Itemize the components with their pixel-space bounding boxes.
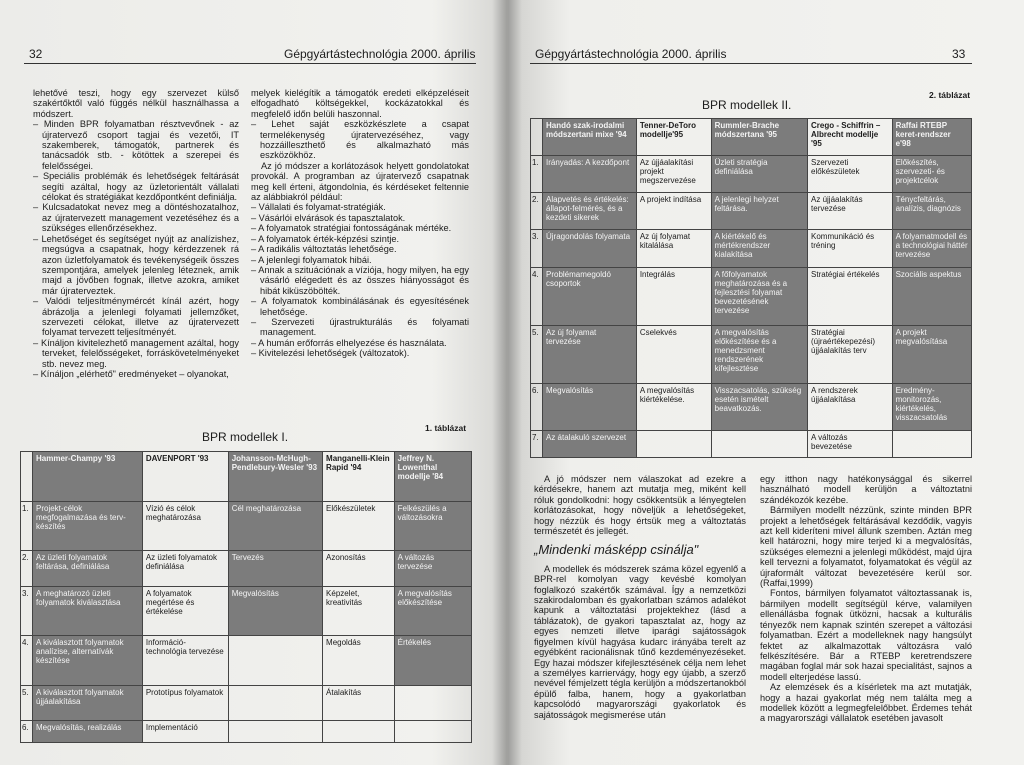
row-number: 5.	[531, 325, 543, 383]
table-row	[531, 156, 972, 193]
table-cell: Azonosítás	[323, 551, 395, 587]
list-item: – Vásárlói elvárások és tapasztalatok.	[251, 212, 406, 223]
paragraph: melyek kielégítik a támogatók eredeti elképzeléseit elfogadható költségekkel, kockázatokkal és megfelelő időn belüli haszonnal.	[251, 88, 469, 119]
list-item: – Minden BPR folyamatban résztvevőnek - az újratervező csoport tagjai és vezetői, IT szakemberek, támogatók, partnerek és tanácsadók stb. - kötöttek a szerepei és felelősségei.	[33, 119, 239, 171]
table-header-row	[531, 119, 972, 156]
table-row	[21, 721, 472, 743]
bpr-models-table-2	[530, 118, 972, 458]
table-cell: Cél meghatározása	[228, 501, 322, 551]
table-cell	[394, 721, 471, 743]
table-cell: Megoldás	[323, 636, 395, 686]
row-number-header	[531, 119, 543, 156]
table-cell: Előkészületek	[323, 501, 395, 551]
column-header: Jeffrey N. Lowenthal modellje '84	[394, 452, 471, 502]
table-cell: Integrálás	[636, 267, 711, 325]
table-row	[531, 193, 972, 230]
list-item: – Lehetőséget és segítséget nyújt az analízishez, megsúgva a csapatnak, hogy kérdezzenek rá azon üzletfolyamatok és tevékenységeik összes szempontjára, amelyek jelenleg léteznek, amik majd a jövőben fognak, illetve azokra, amiket már újraterveztek.	[33, 233, 239, 296]
table-cell: Előkészítés, szervezeti- és projektcélok	[892, 156, 971, 193]
table-cell: Tervezés	[228, 551, 322, 587]
right-text-column-1	[534, 474, 746, 720]
list-item: – A folyamatok stratégiai fontosságának mértéke.	[251, 223, 452, 234]
table-row	[21, 685, 472, 721]
table-cell: A projekt megvalósítása	[892, 325, 971, 383]
table-2-title: BPR modellek II.	[702, 98, 792, 112]
table-cell: Visszacsatolás, szükség esetén ismételt beavatkozás.	[711, 383, 807, 431]
list-item: – A folyamatok érték-képzési szintje.	[251, 233, 400, 244]
right-running-head: Gépgyártástechnológia 2000. április	[535, 47, 727, 61]
table-cell: Az üzleti folyamatok feltárása, definiálása	[33, 551, 143, 587]
table-cell: Az új folyamat kitalálása	[636, 230, 711, 267]
list-item: – Kínáljon „elérhető" eredményeket – olyanokat,	[33, 368, 229, 379]
right-page-number: 33	[952, 47, 966, 61]
section-heading: „Mindenki másképp csinálja"	[534, 542, 699, 558]
table-cell: A projekt indítása	[636, 193, 711, 230]
bpr-models-table-1	[20, 451, 472, 743]
table-row	[21, 501, 472, 551]
table-cell: Stratégiai (újraértékepezési) újjáalakítás terv	[808, 325, 893, 383]
paragraph: Fontos, bármilyen folyamatot változtassanak is, bármilyen modellt segítségül kérve, valamilyen ellenállásba fognak ütközni, hacsak a kulturális tényezők nem kapnak szintén szerepet a változási folyamatban. Ezért a modelleknek nagy hangsúlyt fektet az alkalmazottak változásra való felkészítésére. Bár a RTEBP keretrendszere magában foglal már sok hazai specialitást, sajnos a modell elterjedése lassú.	[760, 588, 972, 682]
table-cell: Az átalakuló szervezet	[543, 431, 637, 458]
table-cell: Projekt-célok megfogalmazása és tervkészítés	[33, 501, 143, 551]
row-number-header	[21, 452, 33, 502]
table-cell: A változás bevezetése	[808, 431, 893, 458]
row-number: 3.	[531, 230, 543, 267]
table-cell: Képzelet, kreativitás	[323, 586, 395, 636]
row-number: 6.	[531, 383, 543, 431]
table-cell: Felkészülés a változásokra	[394, 501, 471, 551]
list-item: – Szervezeti újrastrukturálás és folyamati management.	[251, 316, 469, 338]
table-cell: A főfolyamatok meghatározása és a fejlesztési folyamat bevezetésének tervezése	[711, 267, 807, 325]
table-cell: A folyamatmodell és a technológiai háttér tervezése	[892, 230, 971, 267]
table-cell: Eredmény-monitorozás, kiértékelés, visszacsatolás	[892, 383, 971, 431]
list-item: – Annak a szituációnak a víziója, hogy milyen, ha egy vásárló elégedett és az összes hiányosságot és hibát kiküszöbölték.	[251, 264, 469, 296]
table-cell: Megvalósítás	[543, 383, 637, 431]
column-header: Handó szak-irodalmi módszertani mixe '94	[543, 119, 637, 156]
left-running-head: Gépgyártástechnológia 2000. április	[284, 47, 476, 61]
table-header-row	[21, 452, 472, 502]
table-cell: Vízió és célok meghatározása	[142, 501, 228, 551]
row-number: 3.	[21, 586, 33, 636]
table-cell: Az új folyamat tervezése	[543, 325, 637, 383]
row-number: 1.	[21, 501, 33, 551]
table-row	[531, 383, 972, 431]
table-cell: Információ-technológia tervezése	[142, 636, 228, 686]
table-row	[21, 636, 472, 686]
row-number: 4.	[531, 267, 543, 325]
table-cell: A kiértékelő és mértékrendszer kialakítása	[711, 230, 807, 267]
right-header-rule	[530, 63, 972, 64]
right-text-column-2	[760, 474, 972, 724]
column-header: Rummler-Brache módszertana '95	[711, 119, 807, 156]
paragraph: Bármilyen modellt nézzünk, szinte minden BPR projekt a lehetőségek feltárásával kezdődik, vagyis azt kell kideríteni mivel állunk szemben. Aztán meg kell határozni, hogy mire terjed ki a megvalósítás, szükséges elemezni a jelenlegi működést, majd újra kell tervezni a folyamatot, folyamatokat és végül az újraformált változat bevezetésére kerül sor. (Raffai,1999)	[760, 505, 972, 589]
table-cell	[323, 721, 395, 743]
row-number: 5.	[21, 685, 33, 721]
table-cell: Az újjáalakítás tervezése	[808, 193, 893, 230]
list-item: – A folyamatok kombinálásának és egyesítésének lehetősége.	[251, 296, 469, 317]
paragraph: lehetővé teszi, hogy egy szervezet külső szakértőktől való függés nélkül használhassa a módszert.	[33, 88, 239, 119]
table-cell: Problémamegoldó csoportok	[543, 267, 637, 325]
column-header: Manganelli-Klein Rapid '94	[323, 452, 395, 502]
table-cell	[394, 685, 471, 721]
column-header: Johansson-McHugh-Pendlebury-Wesler '93	[228, 452, 322, 502]
list-item: – Kulcsadatokat nevez meg a döntéshozatalhoz, az újratervezett management vezetéséhez és a szükséges ellenőrzésekhez.	[33, 202, 239, 234]
table-cell: A meghatározó üzleti folyamatok kiválasztása	[33, 586, 143, 636]
list-item: – Valódi teljesítménymércét kínál azért, hogy ábrázolja a jelenlegi folyamati jellemzőket, szervezeti célokat, illetve az újratervezett folyamat tervezett teljesítményét.	[33, 296, 239, 338]
table-cell: Cselekvés	[636, 325, 711, 383]
table-cell: Szociális aspektus	[892, 267, 971, 325]
column-header: Raffai RTEBP keret-rendszer e'98	[892, 119, 971, 156]
table-cell: Az üzleti folyamatok definiálása	[142, 551, 228, 587]
paragraph: A jó módszer nem válaszokat ad ezekre a kérdésekre, hanem azt mutatja meg, miként kell róluk gondolkodni: hogy csökkentsük a lényegtelen korlátozásokat, hogy növeljük a lehetőségeket, hogy nézzük és hogy értsük meg a változtatás természetét és jellegét.	[534, 474, 746, 537]
table-row	[21, 551, 472, 587]
column-header: Crego - Schiffrin – Albrecht modellje '95	[808, 119, 893, 156]
list-item: – Kínáljon kivitelezhető management azáltal, hogy terveket, felelősségeket, forráskövetelményeket stb. nevez meg.	[33, 337, 239, 369]
table-cell	[711, 431, 807, 458]
left-page	[0, 0, 508, 765]
paragraph: egy itthon nagy hatékonysággal és sikerrel használható modell kerüljön a változtatni szándékozók kezébe.	[760, 474, 972, 505]
table-row	[531, 431, 972, 458]
table-2-number: 2. táblázat	[929, 90, 971, 100]
table-cell: Alapvetés és értékelés: állapot-felmérés, és a kezdeti sikerek	[543, 193, 637, 230]
list-item: – Speciális problémák és lehetőségek feltárását segíti azáltal, hogy az üzletorientált vállalati célokat és stratégiákat kezdőpontként definiálja.	[33, 171, 239, 203]
table-1-title: BPR modellek I.	[202, 430, 289, 444]
row-number: 2.	[21, 551, 33, 587]
table-cell: Megvalósítás	[228, 586, 322, 636]
table-cell	[228, 636, 322, 686]
right-page	[508, 0, 1024, 765]
table-cell: A megvalósítás kiértékelése.	[636, 383, 711, 431]
table-row	[531, 267, 972, 325]
row-number: 6.	[21, 721, 33, 743]
table-cell: Megvalósítás, realizálás	[33, 721, 143, 743]
left-text-column-1	[33, 88, 239, 379]
list-item: – A humán erőforrás elhelyezése és használata.	[251, 337, 447, 348]
table-row	[531, 230, 972, 267]
list-item: – Lehet saját eszközkészlete a csapat termelékenység újratervezéséhez, vagy hozzáilleszthető és alkalmazható más eszközökhöz.	[251, 119, 469, 161]
list-item: – Vállalati és folyamat-stratégiák.	[251, 202, 386, 213]
column-header: Hammer-Champy '93	[33, 452, 143, 502]
table-cell: Újragondolás folyamata	[543, 230, 637, 267]
table-cell: A megvalósítás előkészítése	[394, 586, 471, 636]
row-number: 2.	[531, 193, 543, 230]
table-1-number: 1. táblázat	[425, 423, 467, 433]
table-cell: Stratégiai értékelés	[808, 267, 893, 325]
table-cell	[636, 431, 711, 458]
paragraph: Az jó módszer a korlátozások helyett gondolatokat provokál. A programban az újratervező csapatnak meg kell érteni, átgondolnia, és kérdéseket feltennie az alábbiakról például:	[251, 160, 469, 203]
table-row	[531, 325, 972, 383]
table-cell: Prototípus folyamatok	[142, 685, 228, 721]
table-cell: Értékelés	[394, 636, 471, 686]
row-number: 4.	[21, 636, 33, 686]
paragraph: Az elemzések és a kísérletek ma azt mutatják, hogy a hazai gyakorlat még nem találta meg a modellek között a legmegfelelőbbet. Érdemes tehát a magyarországi vállalatok esetében javasolt	[760, 682, 972, 724]
table-cell: Üzleti stratégia definiálása	[711, 156, 807, 193]
table-cell: A megvalósítás előkészítése és a menedzsment rendszerének kifejlesztése	[711, 325, 807, 383]
row-number: 7.	[531, 431, 543, 458]
list-item: – A jelenlegi folyamatok hibái.	[251, 254, 372, 265]
table-cell: Irányadás: A kezdőpont	[543, 156, 637, 193]
row-number: 1.	[531, 156, 543, 193]
column-header: DAVENPORT '93	[142, 452, 228, 502]
table-cell: Az újjáalakítási projekt megszervezése	[636, 156, 711, 193]
table-cell: A változás tervezése	[394, 551, 471, 587]
list-item: – Kivitelezési lehetőségek (változatok).	[251, 348, 410, 359]
table-cell: A jelenlegi helyzet feltárása.	[711, 193, 807, 230]
book-gutter-shadow	[492, 0, 522, 765]
table-cell: A kiválasztott folyamatok analízise, alternatívák készítése	[33, 636, 143, 686]
table-cell: Ténycfeltárás, analízis, diagnózis	[892, 193, 971, 230]
table-cell: Implementáció	[142, 721, 228, 743]
list-item: – A radikális változtatás lehetősége.	[251, 244, 397, 255]
table-cell	[228, 685, 322, 721]
table-cell: A rendszerek újjáalakítása	[808, 383, 893, 431]
paragraph: A modellek és módszerek száma közel egyenlő a BPR-rel komolyan vagy kevésbé komolyan foglalkozó szakértők számával. Így a nemzetközi szakirodalomban és gyakorlatban számos adalékot kapunk a változtatási projektekhez (lásd a táblázatok), de gyakori tapasztalat az, hogy az egyes nemzeti illetve iparági sajátosságok figyelmen kívül hagyása kudarc irányába terelt az egyébként racionálisnak tűnő kezdeményezéseket. Egy hazai módszer kifejlesztésének célja nem lehet a személyes karriervágy, hogy egy újabb, a szerző nevével fémjelzett tégla kerüljön a módszertanokból épülő falba, hanem, hogy a gyakorlatban kapcsolódó magyarországi gyakorlatok és sajátosságok megismerése után	[534, 563, 746, 720]
table-row	[21, 586, 472, 636]
table-cell	[228, 721, 322, 743]
table-cell: A folyamatok megértése és értékelése	[142, 586, 228, 636]
column-header: Tenner-DeToro modellje'95	[636, 119, 711, 156]
table-cell: Szervezeti előkészületek	[808, 156, 893, 193]
table-cell: Átalakítás	[323, 685, 395, 721]
left-page-number: 32	[29, 47, 43, 61]
left-header-rule	[24, 63, 476, 64]
table-cell	[892, 431, 971, 458]
left-text-column-2	[251, 88, 469, 359]
table-cell: A kiválasztott folyamatok újjáalakítása	[33, 685, 143, 721]
table-cell: Kommunikáció és tréning	[808, 230, 893, 267]
